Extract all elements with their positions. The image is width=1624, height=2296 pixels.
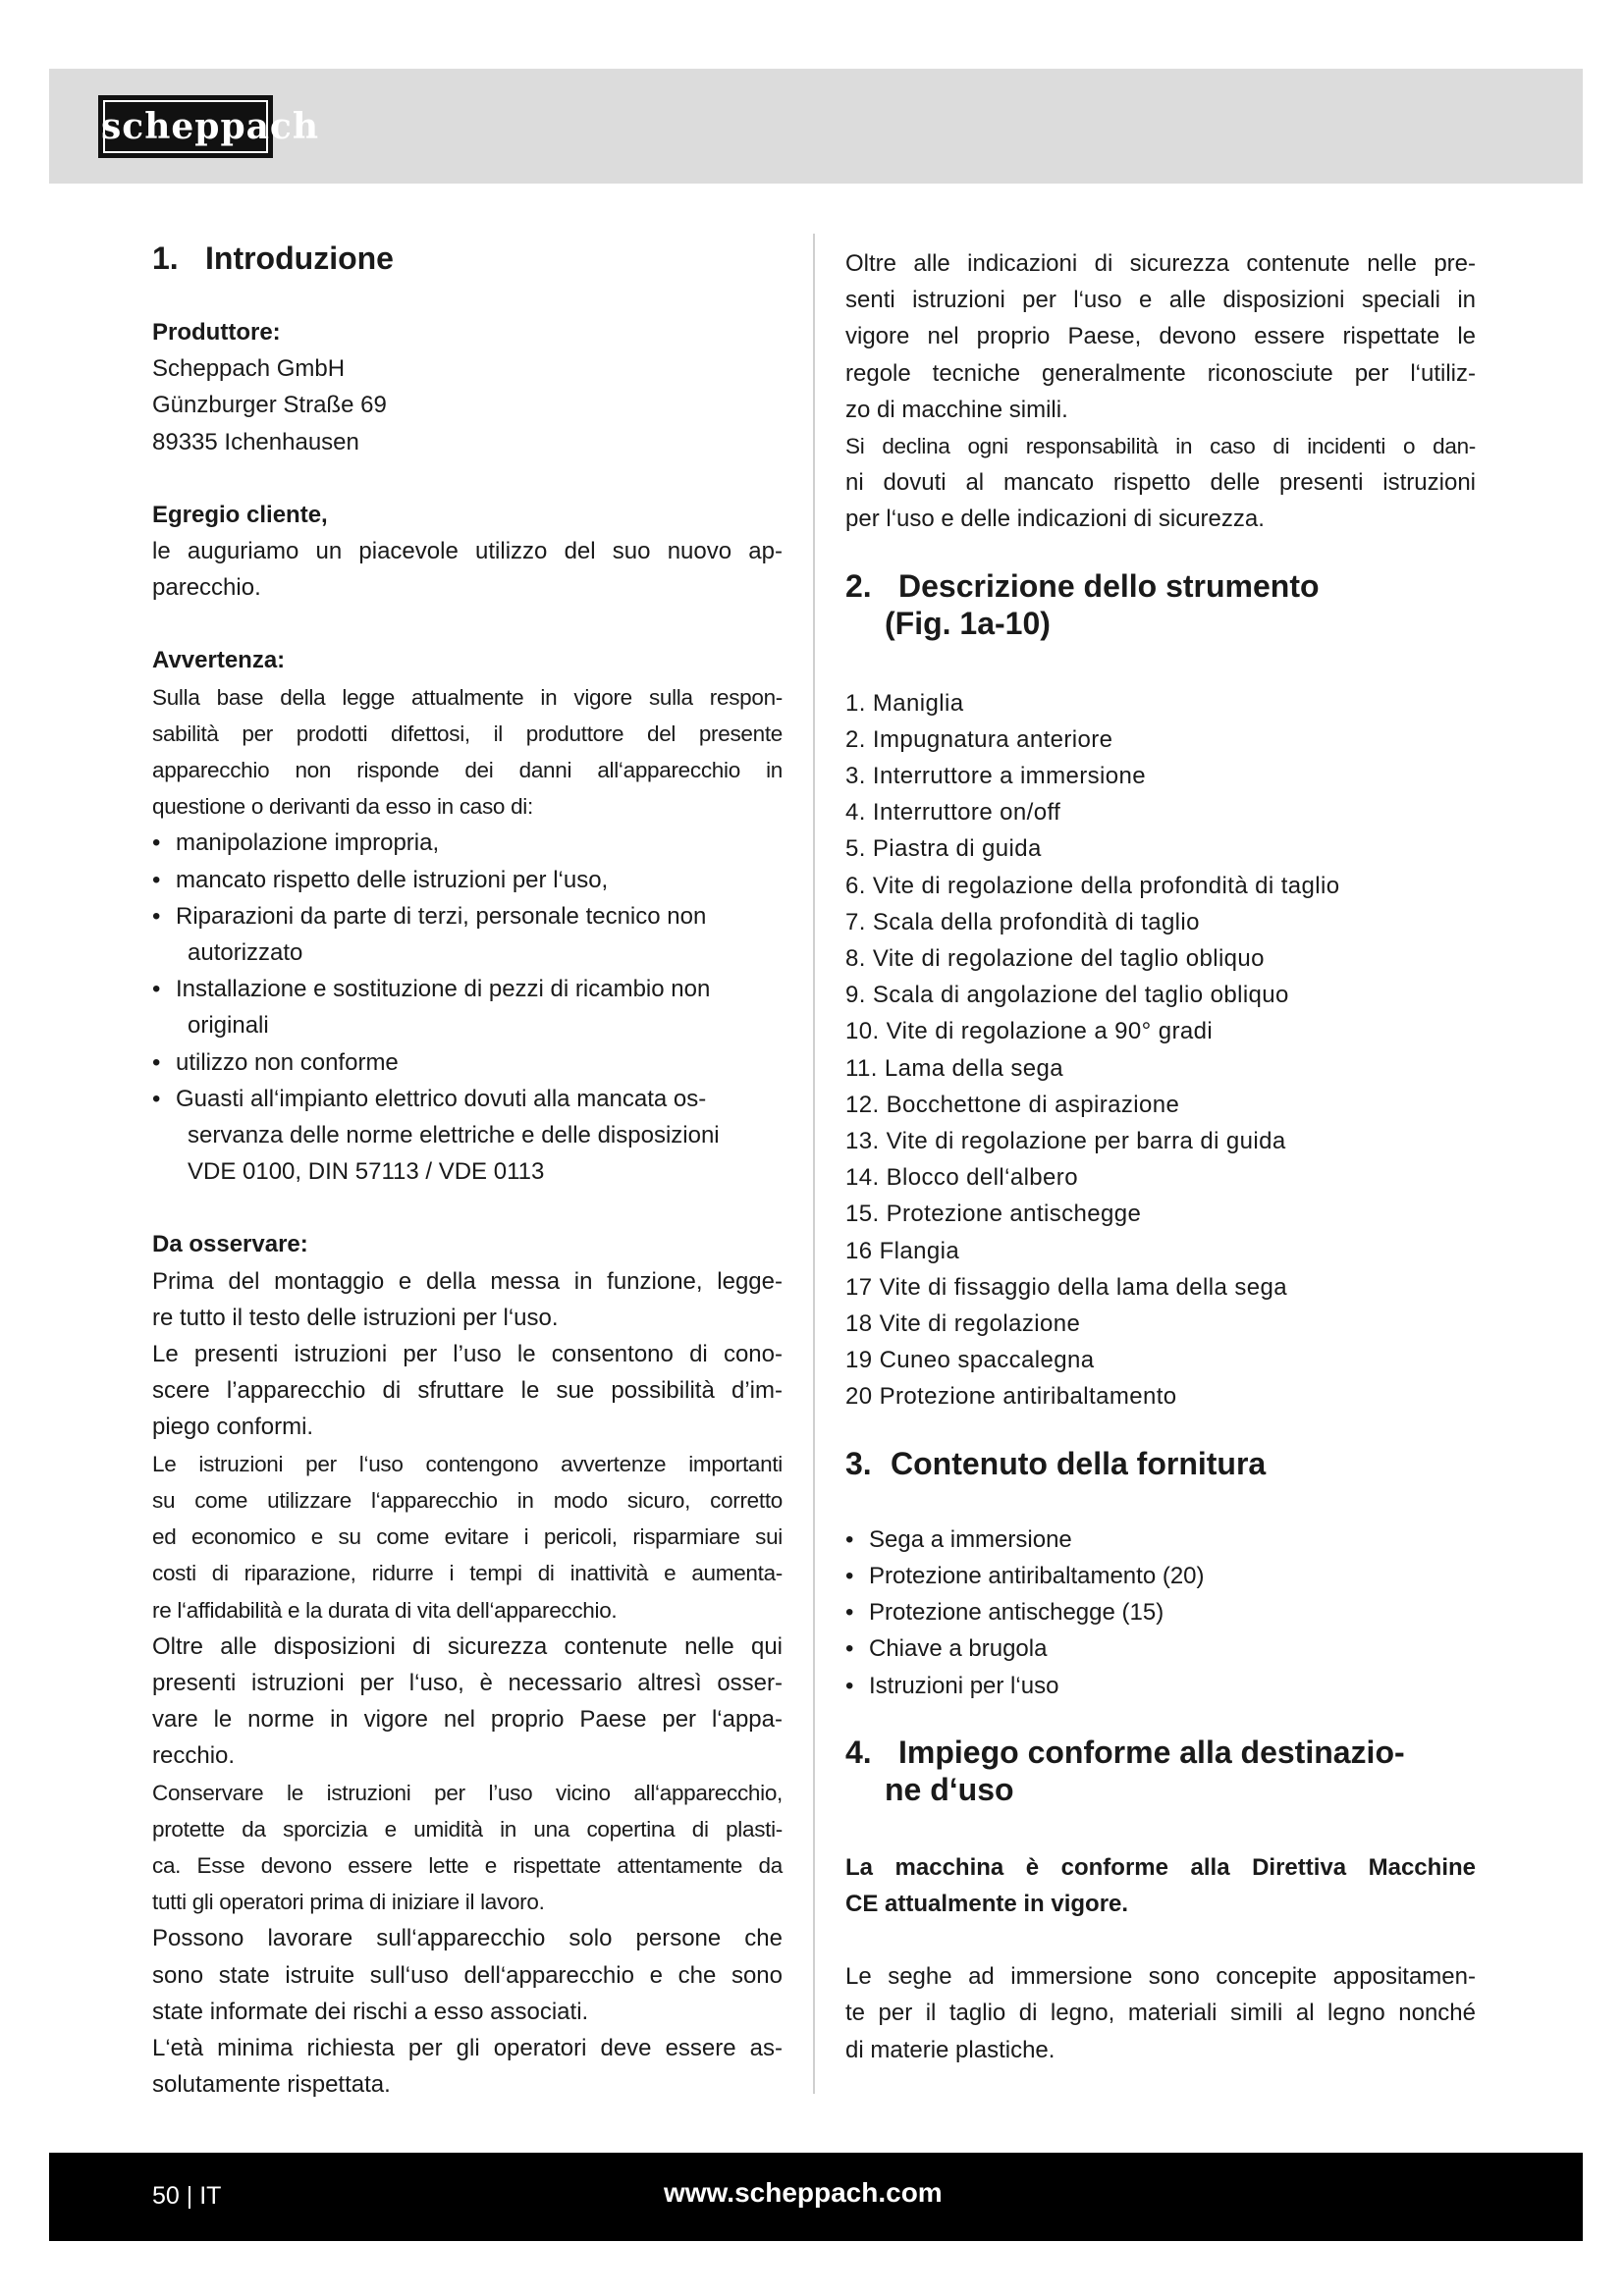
list-item-text: Installazione e sostituzione di pezzi di ricambio non (176, 976, 711, 1003)
list-item: 4. Interruttore on/off (845, 799, 1061, 827)
section-number: 3. (845, 1445, 872, 1481)
paragraph-line: su come utilizzare l‘apparecchio in modo sicuro, corretto (152, 1487, 783, 1513)
paragraph-line: state informate dei rischi a esso associati. (152, 1998, 589, 2025)
paragraph-line: per l‘uso e delle indicazioni di sicurezza. (845, 506, 1265, 533)
section-4-title (845, 1734, 1476, 1808)
list-item: 10. Vite di regolazione a 90° gradi (845, 1018, 1214, 1045)
list-item (152, 898, 783, 971)
section-title-text: (Fig. 1a-10) (885, 605, 1051, 641)
column-divider (813, 234, 815, 2094)
paragraph-line: tutti gli operatori prima di iniziare il lavoro. (152, 1890, 545, 1915)
list-item: • Istruzioni per l‘uso (845, 1668, 1476, 1704)
section-title-text: ne d‘uso (885, 1771, 1014, 1807)
paragraph-line: Le presenti istruzioni per l’uso le consentono di cono- (152, 1341, 783, 1368)
paragraph-line: re tutto il testo delle istruzioni per l‘uso. (152, 1304, 559, 1331)
paragraph-line: piego conformi. (152, 1414, 314, 1441)
paragraph-line: protette da sporcizia e umidità in una copertina di plasti- (152, 1816, 783, 1842)
producer-line: 89335 Ichenhausen (152, 428, 359, 455)
list-item: • Protezione antischegge (15) (845, 1594, 1476, 1630)
list-item-text: Guasti all‘impianto elettrico dovuti alla mancata os- (176, 1085, 707, 1112)
list-item: 17 Vite di fissaggio della lama della sega (845, 1273, 1287, 1301)
list-item: 1. Maniglia (845, 689, 964, 717)
section-title-text: Descrizione dello strumento (898, 567, 1320, 604)
list-item: 13. Vite di regolazione per barra di guida (845, 1128, 1286, 1155)
list-item (152, 825, 783, 861)
left-column (152, 236, 783, 2103)
warning-text (152, 679, 783, 826)
list-item: 19 Cuneo spaccalegna (845, 1347, 1095, 1374)
paragraph-line: vigore nel proprio Paese, devono essere rispettate le (845, 323, 1476, 350)
paragraph-line: re l‘affidabilità e la durata di vita dell‘apparecchio. (152, 1597, 618, 1623)
paragraph-line: Oltre alle disposizioni di sicurezza contenute nelle qui (152, 1632, 783, 1660)
paragraph-line: presenti istruzioni per l‘uso, è necessario altresì osser- (152, 1669, 783, 1696)
list-item: 12. Bocchettone di aspirazione (845, 1091, 1180, 1118)
section-number: 1. (152, 240, 179, 276)
list-item-text: Riparazioni da parte di terzi, personale tecnico non (176, 902, 707, 930)
list-item (152, 862, 783, 898)
parts-list (845, 685, 1476, 1415)
ce-conformity-text (845, 1849, 1476, 1922)
list-item: 7. Scala della profondità di taglio (845, 908, 1200, 935)
paragraph-line: CE attualmente in vigore. (845, 1890, 1129, 1917)
dear-customer-label: Egregio cliente, (152, 501, 328, 528)
list-item-text: VDE 0100, DIN 57113 / VDE 0113 (188, 1158, 545, 1186)
scheppach-logo: scheppach (98, 95, 273, 158)
website-link[interactable]: www.scheppach.com (664, 2177, 943, 2208)
paragraph-line: La macchina è conforme alla Direttiva Macchine (845, 1853, 1476, 1881)
paragraph-line: solutamente rispettata. (152, 2071, 391, 2099)
intro-text (845, 245, 1476, 538)
list-item: 14. Blocco dell‘albero (845, 1164, 1078, 1192)
intended-use-text (845, 1958, 1476, 2068)
list-item-text: servanza delle norme elettriche e delle disposizioni (188, 1122, 720, 1149)
paragraph-line: sabilità per prodotti difettosi, il produttore del presente (152, 721, 783, 746)
paragraph-line: ca. Esse devono essere lette e rispettate attentamente da (152, 1852, 783, 1878)
paragraph-line: L‘età minima richiesta per gli operatori deve essere as- (152, 2034, 783, 2061)
section-title-text: Contenuto della fornitura (891, 1445, 1267, 1481)
list-item: 18 Vite di regolazione (845, 1310, 1081, 1338)
paragraph-line: Prima del montaggio e della messa in funzione, legge- (152, 1267, 783, 1295)
paragraph-line: Le seghe ad immersione sono concepite appositamen- (845, 1963, 1476, 1991)
list-item (152, 971, 783, 1043)
list-item (152, 1044, 783, 1081)
paragraph-line: regole tecniche generalmente riconosciute per l‘utiliz- (845, 359, 1476, 387)
list-item: 16 Flangia (845, 1237, 960, 1264)
observe-text (152, 1263, 783, 2104)
paragraph-line: Le istruzioni per l‘uso contengono avvertenze importanti (152, 1451, 783, 1476)
list-item (152, 1081, 783, 1191)
list-item: • Sega a immersione (845, 1522, 1476, 1558)
list-item: • Protezione antiribaltamento (20) (845, 1558, 1476, 1594)
paragraph-line: sono state istruite sull‘uso dell‘apparecchio e che sono (152, 1961, 783, 1989)
section-title-text: Introduzione (205, 240, 394, 276)
paragraph-line: senti istruzioni per l‘uso e alle disposizioni speciali in (845, 287, 1476, 314)
list-item: 6. Vite di regolazione della profondità di taglio (845, 872, 1340, 899)
producer-label: Produttore: (152, 319, 281, 346)
section-number: 4. (845, 1734, 872, 1770)
paragraph-line: ed economico e su come evitare i pericoli, risparmiare sui (152, 1524, 783, 1550)
list-item: 15. Protezione antischegge (845, 1201, 1142, 1228)
paragraph-line: Si declina ogni responsabilità in caso di incidenti o dan- (845, 434, 1476, 459)
paragraph-line: le auguriamo un piacevole utilizzo del suo nuovo ap- (152, 538, 783, 565)
observe-label: Da osservare: (152, 1231, 308, 1258)
liability-bullet-list (152, 825, 783, 1190)
list-item-text: originali (188, 1012, 269, 1040)
paragraph-line: Sulla base della legge attualmente in vigore sulla respon- (152, 684, 783, 710)
paragraph-line: Oltre alle indicazioni di sicurezza contenute nelle pre- (845, 250, 1476, 277)
paragraph-line: parecchio. (152, 574, 261, 602)
list-item-text: autorizzato (188, 939, 303, 967)
right-column (845, 236, 1476, 2068)
producer-line: Günzburger Straße 69 (152, 392, 387, 419)
paragraph-line: Possono lavorare sull‘apparecchio solo persone che (152, 1925, 783, 1952)
warning-label: Avvertenza: (152, 647, 286, 674)
list-item: 9. Scala di angolazione del taglio obliquo (845, 982, 1289, 1009)
paragraph-line: di materie plastiche. (845, 2036, 1056, 2063)
paragraph-line: costi di riparazione, ridurre i tempi di inattività e aumenta- (152, 1561, 783, 1586)
paragraph-line: Conservare le istruzioni per l’uso vicino all‘apparecchio, (152, 1780, 783, 1805)
list-item: 8. Vite di regolazione del taglio obliquo (845, 945, 1265, 973)
paragraph-line: te per il taglio di legno, materiali simili al legno nonché (845, 2000, 1476, 2027)
section-number: 2. (845, 567, 872, 604)
paragraph-line: apparecchio non risponde dei danni all‘apparecchio in (152, 758, 783, 783)
list-item: 11. Lama della sega (845, 1054, 1063, 1082)
paragraph-line: questione o derivanti da esso in caso di: (152, 794, 533, 820)
producer-line: Scheppach GmbH (152, 355, 346, 383)
section-2-title (845, 567, 1476, 642)
list-item: 5. Piastra di guida (845, 835, 1042, 863)
section-title-text: Impiego conforme alla destinazio- (898, 1734, 1405, 1770)
list-item: 20 Protezione antiribaltamento (845, 1383, 1177, 1411)
section-1-title (152, 240, 783, 277)
page-number: 50 | IT (152, 2182, 222, 2210)
list-item: • Chiave a brugola (845, 1630, 1476, 1667)
paragraph-line: zo di macchine simili. (845, 396, 1068, 423)
list-item-text: utilizzo non conforme (176, 1048, 399, 1076)
supply-list (845, 1522, 1476, 1704)
list-item: 3. Interruttore a immersione (845, 763, 1146, 790)
header-band (49, 69, 1583, 184)
paragraph-line: vare le norme in vigore nel proprio Paese per l‘appa- (152, 1706, 783, 1734)
paragraph-line: ni dovuti al mancato rispetto delle presenti istruzioni (845, 469, 1476, 497)
section-3-title (845, 1445, 1476, 1482)
paragraph-line: recchio. (152, 1742, 236, 1770)
list-item: 2. Impugnatura anteriore (845, 725, 1113, 753)
paragraph-line: scere l’apparecchio di sfruttare le sue possibilità d’im- (152, 1377, 783, 1405)
list-item-text: mancato rispetto delle istruzioni per l‘uso, (176, 866, 609, 893)
list-item-text: manipolazione impropria, (176, 829, 440, 857)
